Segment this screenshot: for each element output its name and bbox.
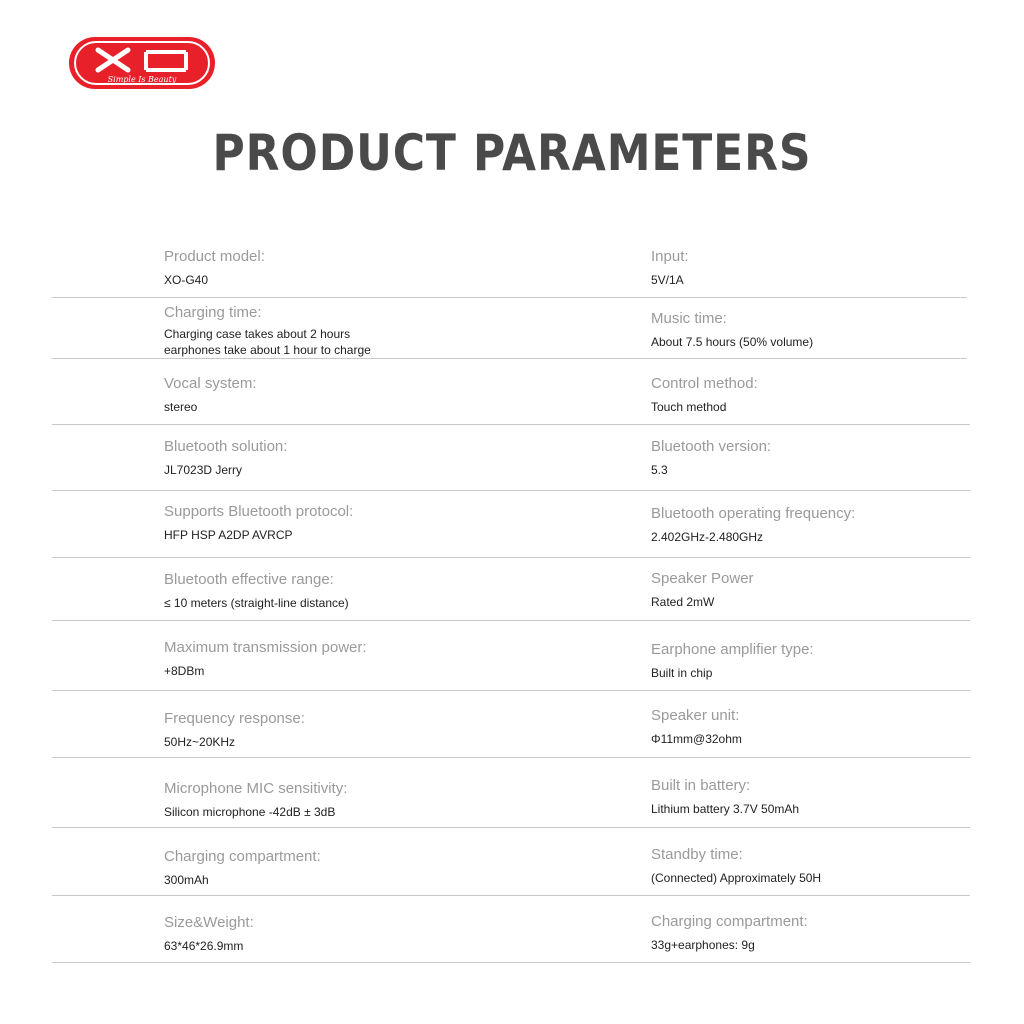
param-speaker-power bbox=[651, 570, 754, 610]
row-divider bbox=[52, 757, 970, 758]
param-label: Frequency response: bbox=[164, 710, 305, 727]
param-value: Lithium battery 3.7V 50mAh bbox=[651, 802, 800, 816]
param-bluetooth-version bbox=[651, 438, 771, 478]
param-value: JL7023D Jerry bbox=[164, 463, 243, 477]
row-divider bbox=[52, 490, 970, 491]
param-input bbox=[651, 248, 689, 288]
row-divider bbox=[52, 620, 970, 621]
param-label: Speaker unit: bbox=[651, 707, 740, 724]
param-label: Maximum transmission power: bbox=[164, 639, 367, 656]
row-divider bbox=[52, 424, 970, 425]
param-value: stereo bbox=[164, 400, 198, 414]
param-label: Microphone MIC sensitivity: bbox=[164, 780, 348, 797]
param-value: Touch method bbox=[651, 400, 727, 414]
row-divider bbox=[52, 895, 970, 896]
row-divider bbox=[52, 827, 970, 828]
param-value: ≤ 10 meters (straight-line distance) bbox=[164, 596, 349, 610]
param-label: Earphone amplifier type: bbox=[651, 641, 814, 658]
param-value: About 7.5 hours (50% volume) bbox=[651, 335, 814, 349]
param-vocal-system bbox=[164, 375, 257, 415]
param-label: Charging compartment: bbox=[651, 913, 808, 930]
param-value: +8DBm bbox=[164, 664, 205, 678]
param-bluetooth-frequency bbox=[651, 505, 855, 545]
param-value: 50Hz~20KHz bbox=[164, 735, 236, 749]
param-label: Control method: bbox=[651, 375, 758, 392]
param-label: Standby time: bbox=[651, 846, 743, 863]
param-label: Charging time: bbox=[164, 304, 262, 321]
param-music-time bbox=[651, 310, 813, 350]
param-value: 5.3 bbox=[651, 463, 668, 477]
param-value: (Connected) Approximately 50H bbox=[651, 871, 822, 885]
param-standby-time bbox=[651, 846, 821, 886]
param-value: 2.402GHz-2.480GHz bbox=[651, 530, 764, 544]
param-value: Φ11mm@32ohm bbox=[651, 732, 742, 746]
row-divider bbox=[52, 962, 970, 963]
param-label: Input: bbox=[651, 248, 689, 265]
param-label: Size&Weight: bbox=[164, 914, 254, 931]
param-value: Rated 2mW bbox=[651, 595, 715, 609]
param-label: Supports Bluetooth protocol: bbox=[164, 503, 354, 520]
param-value: XO-G40 bbox=[164, 273, 209, 287]
param-product-model bbox=[164, 248, 265, 288]
param-bluetooth-protocol bbox=[164, 503, 353, 543]
param-value: Charging case takes about 2 hours earphones take about 1 hour to charge bbox=[164, 327, 371, 357]
param-amplifier-type bbox=[651, 641, 814, 681]
param-label: Vocal system: bbox=[164, 375, 257, 392]
param-built-in-battery bbox=[651, 777, 799, 817]
param-value: Silicon microphone -42dB ± 3dB bbox=[164, 805, 336, 819]
param-size-weight bbox=[164, 914, 254, 954]
row-divider bbox=[52, 690, 970, 691]
param-label: Speaker Power bbox=[651, 570, 754, 587]
param-speaker-unit bbox=[651, 707, 742, 747]
row-divider bbox=[52, 557, 970, 558]
brand-tagline: Simple Is Beauty bbox=[107, 75, 177, 84]
param-bluetooth-solution bbox=[164, 438, 287, 478]
param-value: 300mAh bbox=[164, 873, 209, 887]
param-value: Built in chip bbox=[651, 666, 713, 680]
param-label: Bluetooth operating frequency: bbox=[651, 505, 856, 522]
param-charging-compartment-weight bbox=[651, 913, 808, 953]
param-label: Bluetooth version: bbox=[651, 438, 772, 455]
param-value: 63*46*26.9mm bbox=[164, 939, 244, 953]
param-label: Built in battery: bbox=[651, 777, 751, 794]
param-label: Charging compartment: bbox=[164, 848, 321, 865]
param-label: Product model: bbox=[164, 248, 265, 265]
param-charging-time bbox=[164, 304, 371, 358]
param-max-transmission-power bbox=[164, 639, 367, 679]
param-charging-compartment-capacity bbox=[164, 848, 321, 888]
param-frequency-response bbox=[164, 710, 305, 750]
param-bluetooth-range bbox=[164, 571, 349, 611]
param-label: Bluetooth solution: bbox=[164, 438, 288, 455]
page-title: PRODUCT PARAMETERS bbox=[212, 124, 812, 182]
row-divider bbox=[52, 358, 967, 359]
param-value: 5V/1A bbox=[651, 273, 684, 287]
param-mic-sensitivity bbox=[164, 780, 347, 820]
param-value: HFP HSP A2DP AVRCP bbox=[164, 528, 293, 542]
param-label: Music time: bbox=[651, 310, 727, 327]
row-divider bbox=[52, 297, 967, 298]
param-control-method bbox=[651, 375, 758, 415]
param-label: Bluetooth effective range: bbox=[164, 571, 334, 588]
param-value: 33g+earphones: 9g bbox=[651, 938, 755, 952]
